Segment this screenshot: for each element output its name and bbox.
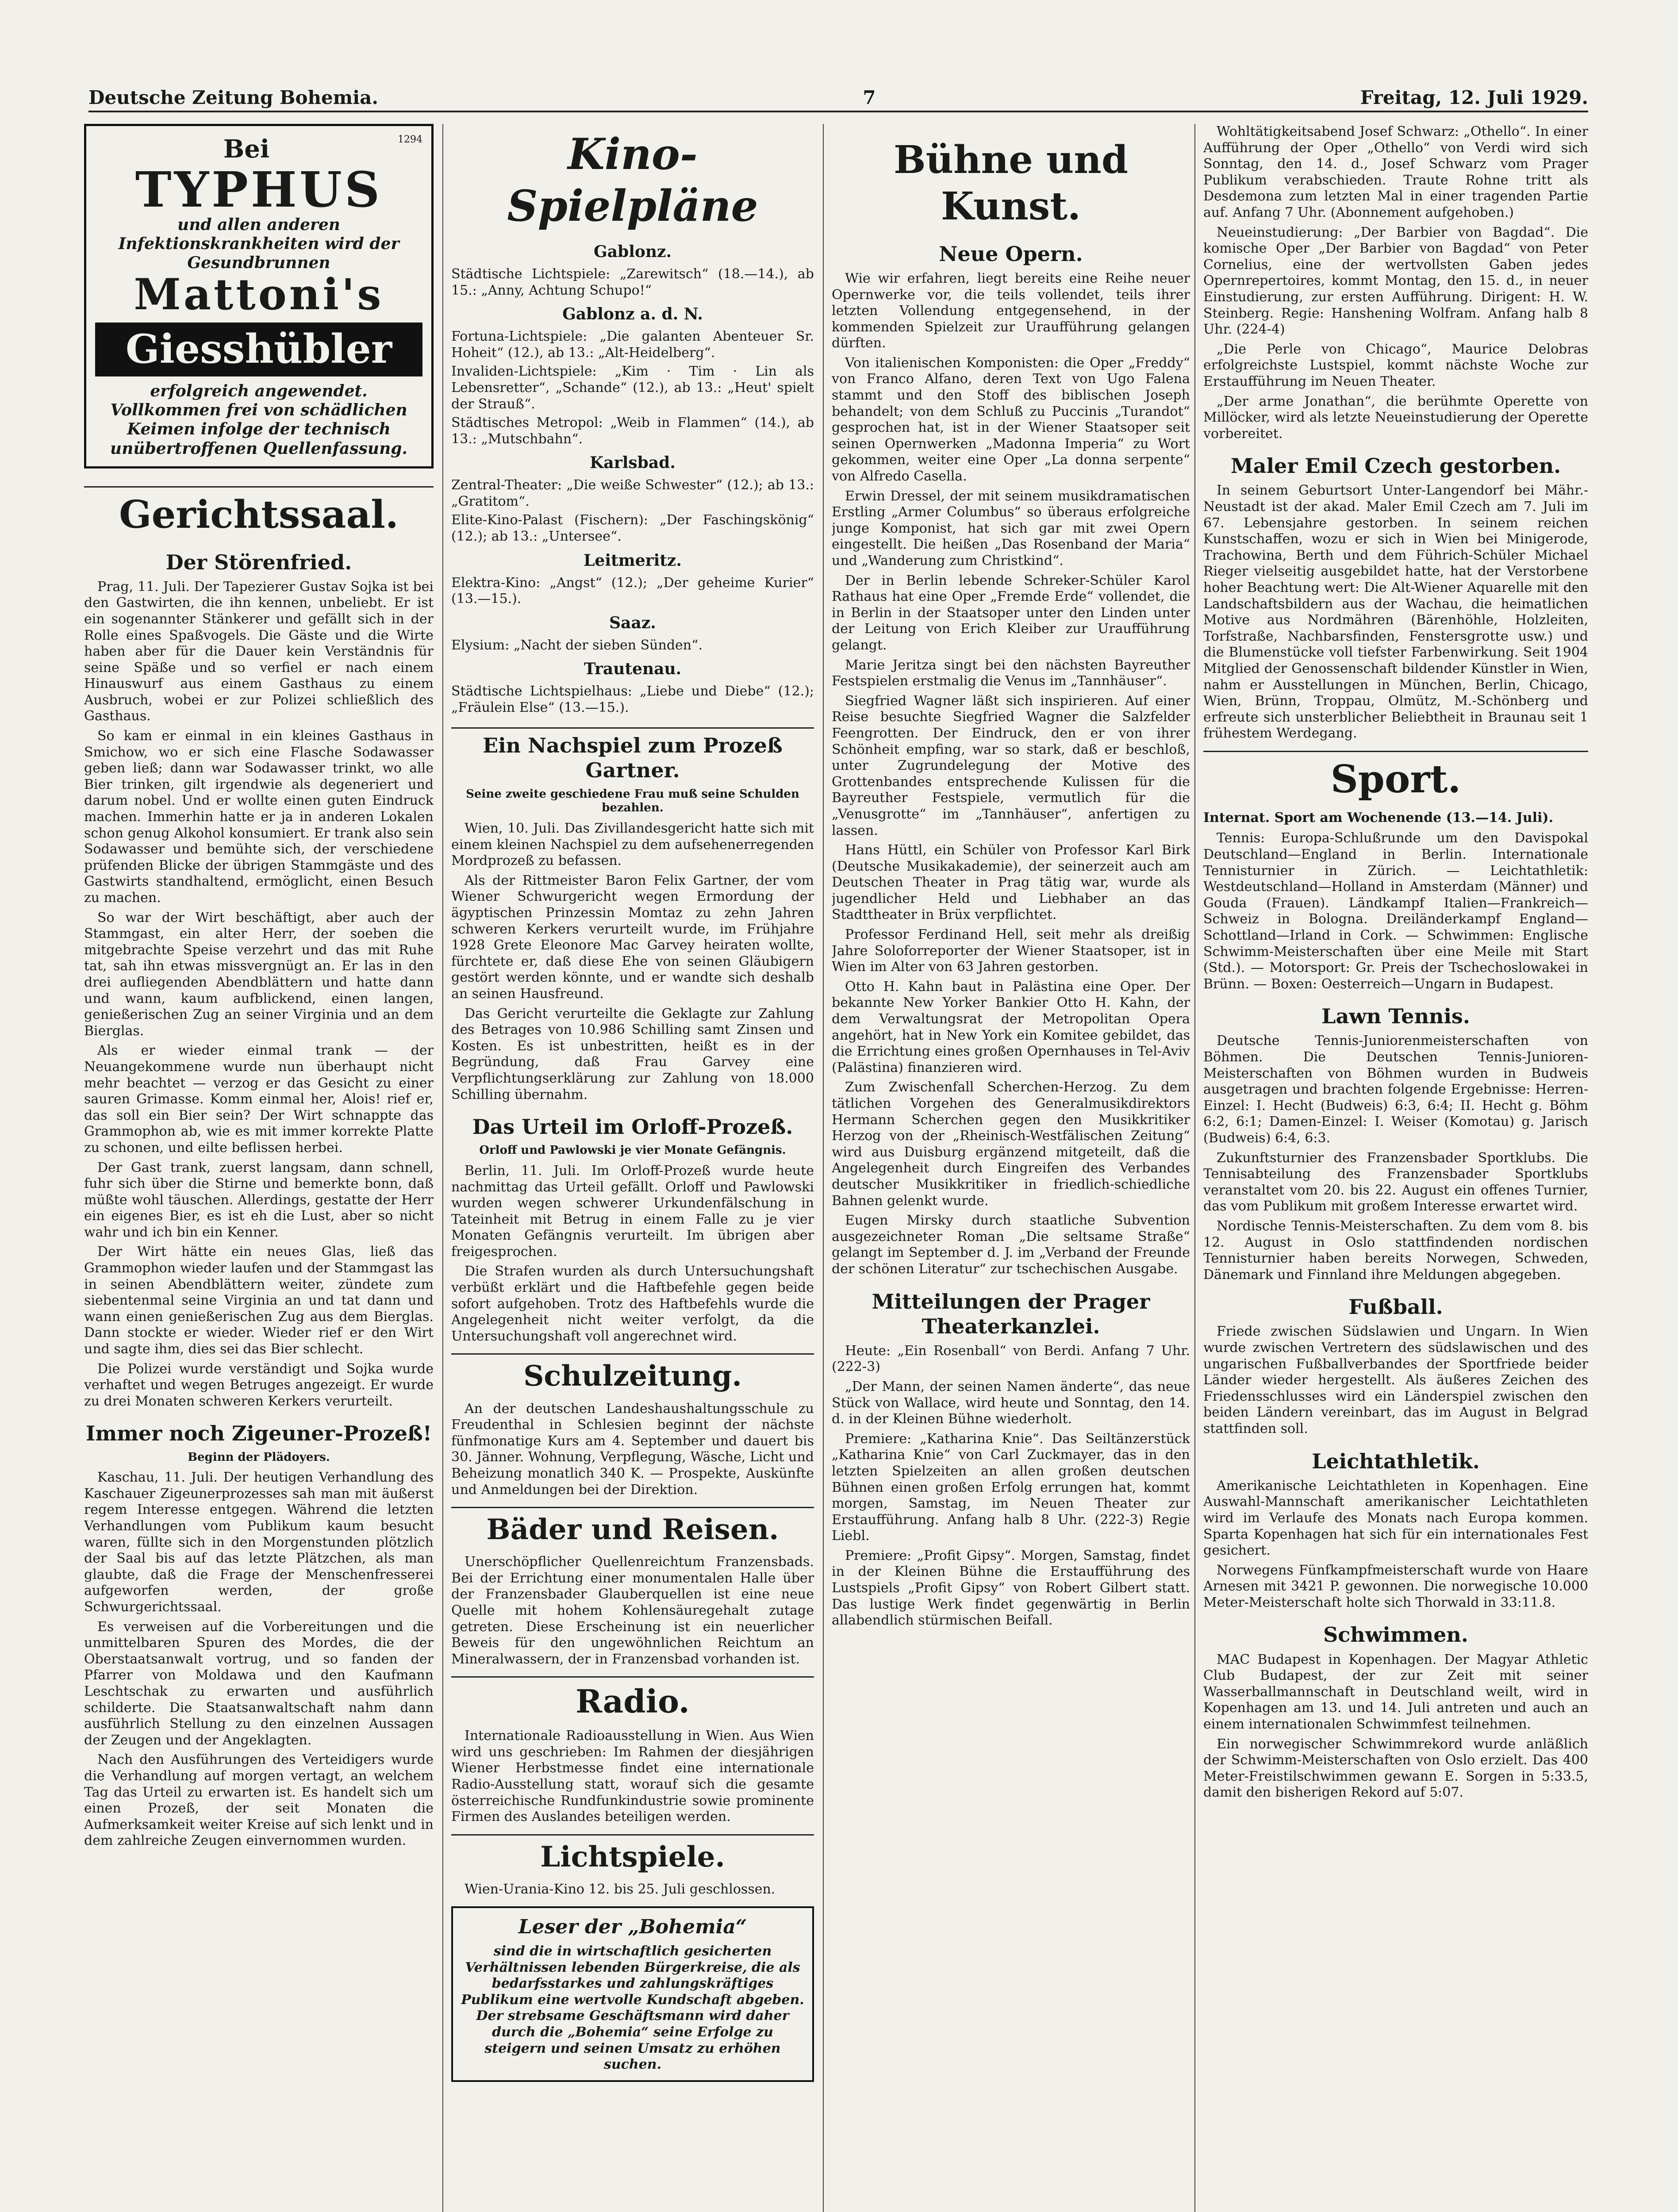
ad-brand: Mattoni's	[134, 269, 384, 320]
article-title: Fußball.	[1348, 1295, 1443, 1319]
mattoni-advertisement	[84, 124, 434, 469]
article-paragraph: Es verweisen auf die Vorbereitungen und die unmittelbaren Spuren des Mordes, die der Oberstaatsanwalt vortrug, und so fanden der Pfarrer von Moldawa und den Kaufmann Leschtschak zu erwarten und ausführlich schilderte. Die Staatsanwaltschaft nahm dann ausführlich Stellung zu den einzelnen Aussagen der Zeugen und der Angeklagten.	[84, 1619, 434, 1748]
article-title: Der Störenfried.	[165, 550, 352, 574]
column-rule	[823, 124, 824, 2212]
article-title: Ein Nachspiel zum Prozeß Gartner.	[451, 727, 814, 783]
running-head	[88, 84, 1588, 112]
news-note: Zum Zwischenfall Scherchen-Herzog. Zu dem tätlichen Vorgehen des Generalmusikdirektors Hermann Scherchen gegen den Musikkritiker Herzog von der „Rheinisch-Westfälischen Zeitung“ wird aus Duisburg ergänzend mitgeteilt, daß die Angelegenheit durch Eingreifen des Verbandes deutscher Musikkritiker in friedlich-schiedliche Bahnen gelenkt wurde.	[832, 1079, 1190, 1209]
article-title: Mitteilungen der Prager Theaterkanzlei.	[872, 1289, 1150, 1338]
article-paragraph: Berlin, 11. Juli. Im Orloff-Prozeß wurde heute nachmittag das Urteil gefällt. Orloff und Pawlowski wurden wegen schwerer Urkundenfälschung in Tateinheit mit Betrug in einem Falle zu je vier Monaten Gefängnis verurteilt. Im übrigen aber freigesprochen.	[451, 1163, 814, 1260]
article-paragraph: Norwegens Fünfkampfmeisterschaft wurde von Haare Arnesen mit 3421 P. gewonnen. Die norwegische 10.000 Meter-Meisterschaft holte sich Thorwald in 33:11.8.	[1203, 1562, 1588, 1610]
article-body	[84, 1470, 434, 1849]
news-note: Hans Hüttl, ein Schüler von Professor Karl Birk (Deutsche Musikakademie), der seinerzeit auch am Deutschen Theater in Prag tätig war, wurde als jugendlicher Held und Liebhaber an das Stadttheater in Brüx verpflichtet.	[832, 842, 1190, 923]
notice-title: Leser der „Bohemia“	[518, 1916, 747, 1939]
listing-entry: Invaliden-Lichtspiele: „Kim · Tim · Lin als Lebensretter“, „Schande“ (12.), ab 13.: „Heut' spielt der Strauß“.	[451, 364, 814, 412]
article-paragraph: Ein norwegischer Schwimmrekord wurde anläßlich der Schwimm-Meisterschaften von Oslo erzielt. Das 400 Meter-Freistilschwimmen gewann E. Sorgen in 5:33.5, damit den bisherigen Rekord auf 5:07.	[1203, 1736, 1588, 1801]
listing-entry: Städtische Lichtspielhaus: „Liebe und Diebe“ (12.); „Fräulein Else“ (13.—15.).	[451, 684, 814, 715]
article-paragraph: Erwin Dressel, der mit seinem musikdramatischen Erstling „Armer Columbus“ so überaus erfolgreiche junge Komponist, hat sich gar mit zwei Opern eingestellt. Die heißen „Das Rosenband der Maria“ und „Wanderung zum Christkind“.	[832, 488, 1190, 569]
listing-entry: Elite-Kino-Palast (Fischern): „Der Faschingskönig“ (12.); ab 13.: „Untersee“.	[451, 512, 814, 545]
paper-name: Deutsche Zeitung Bohemia.	[88, 86, 378, 108]
article-paragraph: Der in Berlin lebende Schreker-Schüler Karol Rathaus hat eine Oper „Fremde Erde“ vollendet, die in Berlin in der Staatsoper unter den Linden unter der Leitung von Erich Kleiber zur Uraufführung gelangt.	[832, 572, 1190, 653]
article-paragraph: MAC Budapest in Kopenhagen. Der Magyar Athletic Club Budapest, der zur Zeit mit seiner Wasserballmannschaft in Deutschland weilt, wird in Kopenhagen am 13. und 14. Juli antreten und auch an einem internationalen Schwimmfest teilnehmen.	[1203, 1651, 1588, 1732]
issue-date: Freitag, 12. Juli 1929.	[1360, 86, 1588, 108]
article-title: Das Urteil im Orloff-Prozeß.	[472, 1115, 793, 1139]
listing-town: Saaz.	[609, 613, 656, 632]
section-title: Kino-Spielpläne	[507, 129, 758, 231]
news-note: Professor Ferdinand Hell, seit mehr als dreißig Jahre Soloforreporter der Wiener Staatsoper, ist in Wien im Alter von 63 Jahren gestorben.	[832, 927, 1190, 975]
column-2	[451, 124, 814, 2212]
column-rule	[1194, 124, 1195, 2212]
section-title: Gerichtssaal.	[84, 486, 434, 538]
article-paragraph: Premiere: „Katharina Knie“. Das Seiltänzerstück „Katharina Knie“ von Carl Zuckmayer, das in den letzten Spielzeiten an allen großen deutschen Bühnen einen großen Erfolg errungen hat, kommt morgen, Samstag, im Neuen Theater zur Erstaufführung. Anfang halb 8 Uhr. (222-3) Regie Liebl.	[832, 1431, 1190, 1544]
article-paragraph: Heute: „Ein Rosenball“ von Berdi. Anfang 7 Uhr. (222-3)	[832, 1343, 1190, 1375]
article-title: Leichtathletik.	[1312, 1449, 1480, 1473]
article-subtitle: Orloff und Pawlowski je vier Monate Gefängnis.	[479, 1144, 786, 1157]
theatre-note: Neueinstudierung: „Der Barbier von Bagdad“. Die komische Oper „Der Barbier von Bagdad“ von Peter Cornelius, eine der wertvollsten Gaben jedes Opernrepertoires, kommt Montag, den 15. d., in neuer Einstudierung, zur ersten Aufführung. Dirigent: H. W. Steinberg. Regie: Hanshening Wolfram. Anfang halb 8 Uhr. (224-4)	[1203, 224, 1588, 338]
listing-town: Leitmeritz.	[584, 551, 682, 570]
news-note: Eugen Mirsky durch staatliche Subvention ausgezeichneter Roman „Die seltsame Straße“ gelangt im September d. J. im „Verband der Freunde der schönen Literatur“ zur tschechischen Ausgabe.	[832, 1213, 1190, 1277]
page-number: 7	[863, 86, 876, 108]
ad-claim: erfolgreich angewendet. Vollkommen frei von schädlichen Keimen infolge der technisch unübertroffenen Quellenfassung.	[110, 381, 407, 458]
ad-intro: Bei	[223, 134, 270, 164]
article-paragraph: Nach den Ausführungen des Verteidigers wurde die Verhandlung auf morgen vertagt, an welchem Tag das Urteil zu erwarten ist. Es handelt sich um einen Prozeß, der seit Monaten die Aufmerksamkeit weiter Kreise auf sich lenkt und in dem zahlreiche Zeugen einvernommen wurden.	[84, 1752, 434, 1849]
article-subtitle: Beginn der Plädoyers.	[188, 1450, 330, 1464]
article-paragraph: So kam er einmal in ein kleines Gasthaus in Smichow, wo er sich eine Flasche Sodawasser geben ließ; dann war Sodawasser trinkt, wo alle Bier trinken, gilt irgendwie als degeneriert und darum nobel. Und er wollte einen guten Eindruck machen. Immerhin hatte er ja in anderen Lokalen schon genug Alkohol konsumiert. Er trank also sein Sodawasser und bemühte sich, der verschiedene prüfenden Blicke der übrigen Stammgäste und des Gastwirts standhaltend, ermöglicht, einen Besuch zu machen.	[84, 728, 434, 906]
section-title: Bühne und Kunst.	[893, 138, 1129, 229]
notice-text: sind die in wirtschaftlich gesicherten Verhältnissen lebenden Bürgerkreise, die als bedarfsstarkes und zahlungskräftiges Publikum eine wertvolle Kundschaft abgeben. Der strebsame Geschäftsmann wird daher durch die „Bohemia“ seine Erfolge zu steigern und seinen Umsatz zu erhöhen suchen.	[461, 1943, 804, 2073]
article-subtitle: Seine zweite geschiedene Frau muß seine Schulden bezahlen.	[466, 787, 799, 815]
listing-entry: Fortuna-Lichtspiele: „Die galanten Abenteuer Sr. Hoheit“ (12.), ab 13.: „Alt-Heidelberg“.	[451, 329, 814, 361]
article-title: Neue Opern.	[939, 242, 1083, 266]
theatre-note: Wohltätigkeitsabend Josef Schwarz: „Othello“. In einer Aufführung der Oper „Othello“ von Verdi wird sich Sonntag, den 14. d., Josef Schwarz vom Prager Publikum verabschieden. Traute Rohne tritt als Desdemona zum letzten Mal in einer tragenden Partie auf. Anfang 7 Uhr. (Abonnement aufgehoben.)	[1203, 124, 1588, 220]
article-paragraph: Der Gast trank, zuerst langsam, dann schnell, fuhr sich über die Stirne und bemerkte bonn, daß müßte wohl täuschen. Allerdings, gestatte der Herr ein eigenes Bier, es ist eh die Lust, aber so nicht wahr und ich bin ein Kenner.	[84, 1160, 434, 1240]
article-paragraph: Tennis: Europa-Schlußrunde um den Davispokal Deutschland—England in Berlin. Internationale Tennisturnier in Zürich. — Leichtathletik: Westdeutschland—Holland in Amsterdam (Männer) und Gouda (Frauen). Ländkampf Italien—Frankreich—Schweiz in Bologna. Dreiländerkampf England—Schottland—Irland in Cork. — Schwimmen: Englische Schwimm-Meisterschaften über eine Meile mit Start (Std.). — Motorsport: Gr. Preis der Tschechoslowakei in Brünn. — Boxen: Oesterreich—Ungarn in Budapest.	[1203, 830, 1588, 992]
article-paragraph: Wien-Urania-Kino 12. bis 25. Juli geschlossen.	[465, 1881, 776, 1897]
section-title: Schulzeitung.	[451, 1353, 814, 1394]
article-paragraph: Wien, 10. Juli. Das Zivillandesgericht hatte sich mit einem kleinen Nachspiel zu dem aufsehenerregenden Mordprozeß zu befassen.	[451, 821, 814, 869]
section-title: Radio.	[451, 1676, 814, 1721]
article-paragraph: So war der Wirt beschäftigt, aber auch der Stammgast, ein alter Herr, der soeben die mitgebrachte Speise verzehrt und das mit Ruhe tat, sah ihn etwas missvergnügt an. Er las in den drei aufliegenden Abendblättern und hatte dann und wann, kaum aufblickend, einen langen, genießerischen Zug an seiner Virginia und an dem Bierglas.	[84, 910, 434, 1039]
article-paragraph: Zukunftsturnier des Franzensbader Sportklubs. Die Tennisabteilung des Franzensbader Sportklubs veranstaltet vom 20. bis 22. August ein offenes Turnier, das vom Publikum mit großem Interesse erwartet wird.	[1203, 1150, 1588, 1214]
article-body	[84, 579, 434, 1410]
article-paragraph: Friede zwischen Südslawien und Ungarn. In Wien wurde zwischen Vertretern des südslawischen und des ungarischen Fußballverbandes der Sportfriede beider Länder wieder hergestellt. Als äußeres Zeichen des Friedensschlusses wird ein Länderspiel zwischen den beiden Ländern vereinbart, das im August in Belgrad stattfinden soll.	[1203, 1324, 1588, 1437]
article-paragraph: Internationale Radioausstellung in Wien. Aus Wien wird uns geschrieben: Im Rahmen der diesjährigen Wiener Herbstmesse findet eine internationale Radio-Ausstellung statt, worauf sich die gesamte österreichische Rundfunkindustrie sowie prominente Firmen des Auslandes beteiligen werden.	[451, 1728, 814, 1825]
listing-town: Karlsbad.	[590, 453, 676, 472]
listing-entry: Zentral-Theater: „Die weiße Schwester“ (12.); ab 13.: „Gratitom“.	[451, 477, 814, 509]
listing-town: Gablonz a. d. N.	[562, 305, 703, 324]
article-paragraph: Als er wieder einmal trank — der Neuangekommene wurde nun überhaupt nicht mehr beachtet — verzog er das Gesicht zu einer sauren Grimasse. Komm einmal her, Alois! rief er, das soll ein Bier sein? Der Wirt schnappte das Grammophon ab, wie es mit immer korrekte Platte zu schonen, und eilte beflissen herbei.	[84, 1043, 434, 1156]
listing-entry: Städtisches Metropol: „Weib in Flammen“ (14.), ab 13.: „Mutschbahn“.	[451, 415, 814, 447]
news-note: Siegfried Wagner läßt sich inspirieren. Auf einer Reise besuchte Siegfried Wagner die Salzfelder Feengrotten. Der Eindruck, den er von ihrer Schönheit empfing, war so stark, daß er beschloß, unter Zugrundelegung der Motive des Grottenbandes entsprechende Kulissen für die Bayreuther Festspiele, vermutlich für die „Venusgrotte“ im „Tannhäuser“, anfertigen zu lassen.	[832, 693, 1190, 838]
article-title: Immer noch Zigeuner-Prozeß!	[86, 1421, 432, 1446]
theatre-note: „Der arme Jonathan“, die berühmte Operette von Millöcker, wird als letzte Neueinstudierung der Operette vorbereitet.	[1203, 393, 1588, 442]
article-paragraph: Das Gericht verurteilte die Geklagte zur Zahlung des Betrages von 10.986 Schilling samt Zinsen und Kosten. Es ist unbestritten, heißt es in der Begründung, daß Frau Garvey eine Verpflichtungserklärung zur Zahlung von 18.000 Schilling übernahm.	[451, 1006, 814, 1102]
listing-town: Gablonz.	[593, 242, 672, 261]
article-title: Maler Emil Czech gestorben.	[1230, 454, 1561, 478]
article-title: Lawn Tennis.	[1321, 1004, 1470, 1029]
article-paragraph: Die Strafen wurden als durch Untersuchungshaft verbüßt erklärt und die Haftbefehle gegen beide sofort aufgehoben. Trotz des Haftbefehls wurde die Angelegenheit nicht weiter verfolgt, da die Untersuchungshaft voll angerechnet wird.	[451, 1263, 814, 1344]
cinema-listings	[451, 242, 814, 716]
section-title: Sport.	[1203, 751, 1588, 803]
article-paragraph: Amerikanische Leichtathleten in Kopenhagen. Eine Auswahl-Mannschaft amerikanischer Leichtathleten wird im Verlaufe des Monats nach Europa kommen. Sparta Kopenhagen hat sich für ein internationales Fest gesichert.	[1203, 1478, 1588, 1559]
section-title: Bäder und Reisen.	[451, 1507, 814, 1547]
article-paragraph: Deutsche Tennis-Juniorenmeisterschaften von Böhmen. Die Deutschen Tennis-Junioren-Meisterschaften von Böhmen wurden in Budweis ausgetragen und brachten folgende Ergebnisse: Herren-Einzel: I. Hecht (Budweis) 6:3, 6:4; II. Hecht g. Böhm 6:2, 6:1; Damen-Einzel: I. Weiser (Komotau) g. Jarisch (Budweis) 6:4, 6:3.	[1203, 1033, 1588, 1146]
article-paragraph: Unerschöpflicher Quellenreichtum Franzensbads. Bei der Errichtung einer monumentalen Halle über der Franzensbader Glauberquellen ist eine neue Quelle mit hohem Kohlensäuregehalt zutage getreten. Diese Erscheinung ist ein neuerlicher Beweis für den ungewöhnlichen Reichtum an Mineralwassern, der in Franzensbad vorhanden ist.	[451, 1554, 814, 1667]
column-1	[84, 124, 434, 2212]
ad-code: 1294	[398, 134, 422, 145]
article-paragraph: Nordische Tennis-Meisterschaften. Zu dem vom 8. bis 12. August in Oslo stattfindenden nordischen Tennisturnier haben bereits Norwegen, Schweden, Dänemark und Finnland ihre Meldungen abgegeben.	[1203, 1218, 1588, 1283]
article-title: Schwimmen.	[1323, 1623, 1468, 1647]
column-4	[1203, 124, 1588, 2212]
article-paragraph: Wie wir erfahren, liegt bereits eine Reihe neuer Opernwerke vor, die teils vollendet, teils ihrer letzten Vollendung entgegensehend, in der kommenden Spielzeit zur Uraufführung gelangen dürften.	[832, 270, 1190, 351]
article-paragraph: „Der Mann, der seinen Namen änderte“, das neue Stück von Wallace, wird heute und Sonntag, den 14. d. in der Kleinen Bühne wiederholt.	[832, 1379, 1190, 1427]
listing-town: Trautenau.	[584, 660, 682, 679]
listing-entry: Elektra-Kino: „Angst“ (12.); „Der geheime Kurier“ (13.—15.).	[451, 575, 814, 607]
article-paragraph: Prag, 11. Juli. Der Tapezierer Gustav Sojka ist bei den Gastwirten, die ihn kennen, unbeliebt. Er ist ein sogenannter Stänkerer und gefällt sich in der Rolle eines Spaßvogels. Die Gäste und die Wirte haben aber für die Dauer kein Verständnis für seine Späße und so verfiel er nach einem Hinauswurf aus einem Gasthaus zu einem Ausbruch, wobei er zur Polizei schließlich des Gasthaus.	[84, 579, 434, 724]
sport-lede: Internat. Sport am Wochenende (13.—14. Juli).	[1203, 810, 1554, 826]
article-paragraph: Kaschau, 11. Juli. Der heutigen Verhandlung des Kaschauer Zigeunerprozesses sah man mit äußerst regem Interesse entgegen. Während die letzten Verhandlungen vom Publikum kaum besucht waren, füllte sich in den Morgenstunden plötzlich der Saal bis auf das letzte Plätzchen, als man glaubte, daß die Frage der Menschenfresserei aufgeworfen werden, der große Schwurgerichtssaal.	[84, 1470, 434, 1615]
listing-entry: Elysium: „Nacht der sieben Sünden“.	[451, 637, 703, 653]
theatre-note: „Die Perle von Chicago“, Maurice Delobras erfolgreichste Lustspiel, kommt nächste Woche zur Erstaufführung im Neuen Theater.	[1203, 341, 1588, 389]
bohemia-reader-notice	[451, 1906, 814, 2081]
article-paragraph: Als der Rittmeister Baron Felix Gartner, der vom Wiener Schwurgericht wegen Ermordung der ägyptischen Prinzessin Momtaz zu zehn Jahren schweren Kerkers verurteilt wurde, im Frühjahre 1928 Grete Eleonore Mac Garvey heiraten wollte, fürchtete er, daß diese Ehe von seinen Gläubigern gestört werden könnte, und er wandte sich deshalb an seinen Hausfreund.	[451, 872, 814, 1002]
listing-entry: Städtische Lichtspiele: „Zarewitsch“ (18.—14.), ab 15.: „Anny, Achtung Schupo!“	[451, 266, 814, 298]
article-paragraph: Von italienischen Komponisten: die Oper „Freddy“ von Franco Alfano, deren Text von Ugo Falena stammt und den Stoff des biblischen Joseph behandelt; von dem Schluß zu Puccinis „Turandot“ gesprochen hat, ist in der Wiener Staatsoper seit seinen Opernwerken „Madonna Imperia“ zu Wort gekommen, weiter eine Oper „La donna serpente“ von Alfredo Casella.	[832, 355, 1190, 484]
section-title: Lichtspiele.	[451, 1834, 814, 1874]
article-paragraph: An der deutschen Landeshaushaltungsschule zu Freudenthal in Schlesien beginnt der nächste fünfmonatige Kurs am 4. September und dauert bis 30. Jänner. Wohnung, Verpflegung, Wäsche, Licht und Beheizung monatlich 340 K. — Prospekte, Auskünfte und Anmeldungen bei der Direktion.	[451, 1401, 814, 1498]
news-note: Marie Jeritza singt bei den nächsten Bayreuther Festspielen erstmalig die Venus im „Tannhäuser“.	[832, 657, 1190, 689]
column-rule	[442, 124, 443, 2212]
news-note: Otto H. Kahn baut in Palästina eine Oper. Der bekannte New Yorker Bankier Otto H. Kahn, der dem Verwaltungsrat der Metropolitan Opera angehört, hat in New York ein Komitee gebildet, das die Errichtung eines großen Opernhauses in Tel-Aviv (Palästina) finanzieren wird.	[832, 979, 1190, 1075]
ad-brand-name: Giesshübler	[95, 323, 422, 376]
ad-disease: TYPHUS	[135, 161, 383, 219]
article-paragraph: Die Polizei wurde verständigt und Sojka wurde verhaftet und wegen Betruges angezeigt. Er wurde zu drei Monaten schweren Kerkers verurteilt.	[84, 1361, 434, 1409]
article-paragraph: Der Wirt hätte ein neues Glas, ließ das Grammophon wieder laufen und der Stammgast las in seinen Abendblättern weiter, zündete zum siebentenmal seine Virginia an und tat dann und wann einen genießerischen Zug aus dem Bierglas. Dann stockte er wieder. Wieder rief er den Wirt und sagte ihm, dies sei das Bier schlecht.	[84, 1244, 434, 1357]
column-3	[832, 124, 1190, 2212]
article-paragraph: In seinem Geburtsort Unter-Langendorf bei Mähr.-Neustadt ist der akad. Maler Emil Czech am 7. Juli im 67. Lebensjahre gestorben. In seinem reichen Kunstschaffen, wozu er sich in Wien bei Minigerode, Trachowina, Berth und dem Führich-Schüler Michael Rieger vielseitig ausgebildet hatte, hat der Verstorbene hoher Beachtung wert: Die Alt-Wiener Aquarelle mit den Landschaftsbildern aus der Wachau, die heimatlichen Motive aus Nordmähren (Bärenhöhle, Holzleiten, Torfstraße, Nachbarsfinden, Fenstersgrotte usw.) und die Blumenstücke voll tiefster Farbenwirkung. Seit 1904 Mitglied der Genossenschaft bildender Künstler in Wien, nahm er Ausstellungen in München, Berlin, Chicago, Wien, Brünn, Troppau, Olmütz, M.-Schönberg und erfreute sich unsterblicher Beliebtheit in Braunau seit 1 frühestem Werdegang.	[1203, 483, 1588, 741]
article-paragraph: Premiere: „Profit Gipsy“. Morgen, Samstag, findet in der Kleinen Bühne die Erstaufführung des Lustspiels „Profit Gipsy“ von Robert Gilbert statt. Das lustige Werk findet gegenwärtig in Berlin allabendlich stürmischen Beifall.	[832, 1548, 1190, 1628]
ad-line: und allen anderen Infektionskrankheiten wird der Gesundbrunnen	[118, 215, 399, 273]
